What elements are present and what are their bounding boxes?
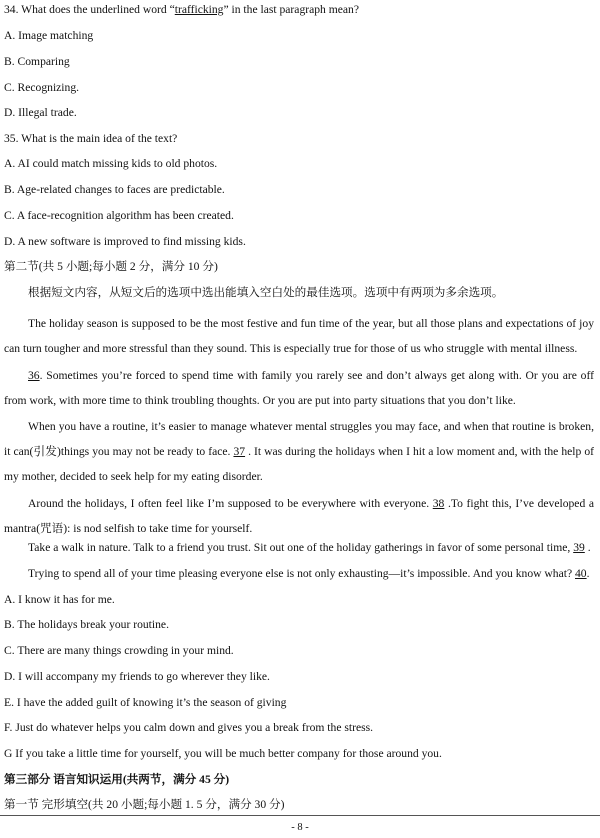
q35-option-c: C. A face-recognition algorithm has been created.	[4, 209, 234, 222]
choice-d: D. I will accompany my friends to go wherever they like.	[4, 670, 270, 683]
p2-text: . Sometimes you’re forced to spend time with family you rarely see and don’t always get along with. Or you are off from work, with more time to think troubling thoughts. Or you are put into party situations that you don’t like.	[4, 369, 594, 407]
part-3-section-1-heading: 第一节 完形填空(共 20 小题;每小题 1. 5 分，满分 30 分)	[4, 798, 285, 811]
choice-b: B. The holidays break your routine.	[4, 618, 169, 631]
q35-option-d: D. A new software is improved to find missing kids.	[4, 235, 246, 248]
question-35-stem: 35. What is the main idea of the text?	[4, 132, 178, 145]
q34-stem-b: ” in the last paragraph mean?	[223, 3, 359, 16]
q34-option-d: D. Illegal trade.	[4, 106, 77, 119]
footer-divider	[0, 815, 600, 816]
underlined-word: trafficking	[174, 3, 224, 16]
choice-e: E. I have the added guilt of knowing it’s the season of giving	[4, 696, 287, 709]
p6-text-b: .	[586, 567, 590, 580]
passage-paragraph-4	[4, 491, 594, 541]
choice-a: A. I know it has for me.	[4, 593, 115, 606]
q35-option-a: A. AI could match missing kids to old photos.	[4, 157, 218, 170]
blank-38: 38	[432, 497, 445, 510]
blank-40: 40	[575, 567, 587, 580]
section-2-heading: 第二节(共 5 小题;每小题 2 分，满分 10 分)	[4, 260, 218, 273]
q34-option-a: A. Image matching	[4, 29, 94, 42]
p5-text-b: .	[584, 541, 591, 554]
question-34-stem	[4, 3, 594, 17]
passage-paragraph-3	[4, 414, 594, 489]
p5-text-a: Take a walk in nature. Talk to a friend you trust. Sit out one of the holiday gatherings in favor of some personal time,	[28, 541, 574, 554]
q34-option-c: C. Recognizing.	[4, 81, 80, 94]
blank-37: 37	[233, 445, 246, 458]
section-2-instruction: 根据短文内容，从短文后的选项中选出能填入空白处的最佳选项。选项中有两项为多余选项。	[28, 286, 504, 299]
passage-paragraph-6	[28, 567, 594, 581]
blank-39: 39	[573, 541, 585, 554]
choice-c: C. There are many things crowding in your mind.	[4, 644, 234, 657]
passage-paragraph-5	[28, 541, 594, 555]
p4-text-b: .To fight this, I’ve developed a mantra(咒语): is nod selfish to take time for yourself.	[4, 497, 594, 535]
q34-stem-a: 34. What does the underlined word “	[4, 3, 175, 16]
passage-paragraph-1: The holiday season is supposed to be the most festive and fun time of the year, but all those plans and expectations of joy can turn tougher and more stressful than they sound. This is especially true for those of us who struggle with mental illness.	[4, 317, 594, 355]
p3-text-b: . It was during the holidays when I hit a low moment and, with the help of my mother, decided to seek help for my eating disorder.	[4, 445, 594, 483]
part-3-heading: 第三部分 语言知识运用(共两节，满分 45 分)	[4, 773, 230, 786]
p3-text-a: When you have a routine, it’s easier to manage whatever mental struggles you may face, and when that routine is broken, it can(引发)things you may not be ready to face.	[4, 420, 594, 458]
choice-g: G If you take a little time for yourself, you will be much better company for those around you.	[4, 747, 442, 760]
choice-f: F. Just do whatever helps you calm down and gives you a break from the stress.	[4, 721, 374, 734]
blank-36: 36	[28, 369, 40, 382]
q35-option-b: B. Age-related changes to faces are predictable.	[4, 183, 225, 196]
page-number: - 8 -	[291, 822, 309, 833]
p4-text-a: Around the holidays, I often feel like I’m supposed to be everywhere with everyone.	[28, 497, 433, 510]
q34-option-b: B. Comparing	[4, 55, 70, 68]
passage-paragraph-2	[4, 363, 594, 413]
p6-text-a: Trying to spend all of your time pleasing everyone else is not only exhausting—it’s impossible. And you know what?	[28, 567, 575, 580]
